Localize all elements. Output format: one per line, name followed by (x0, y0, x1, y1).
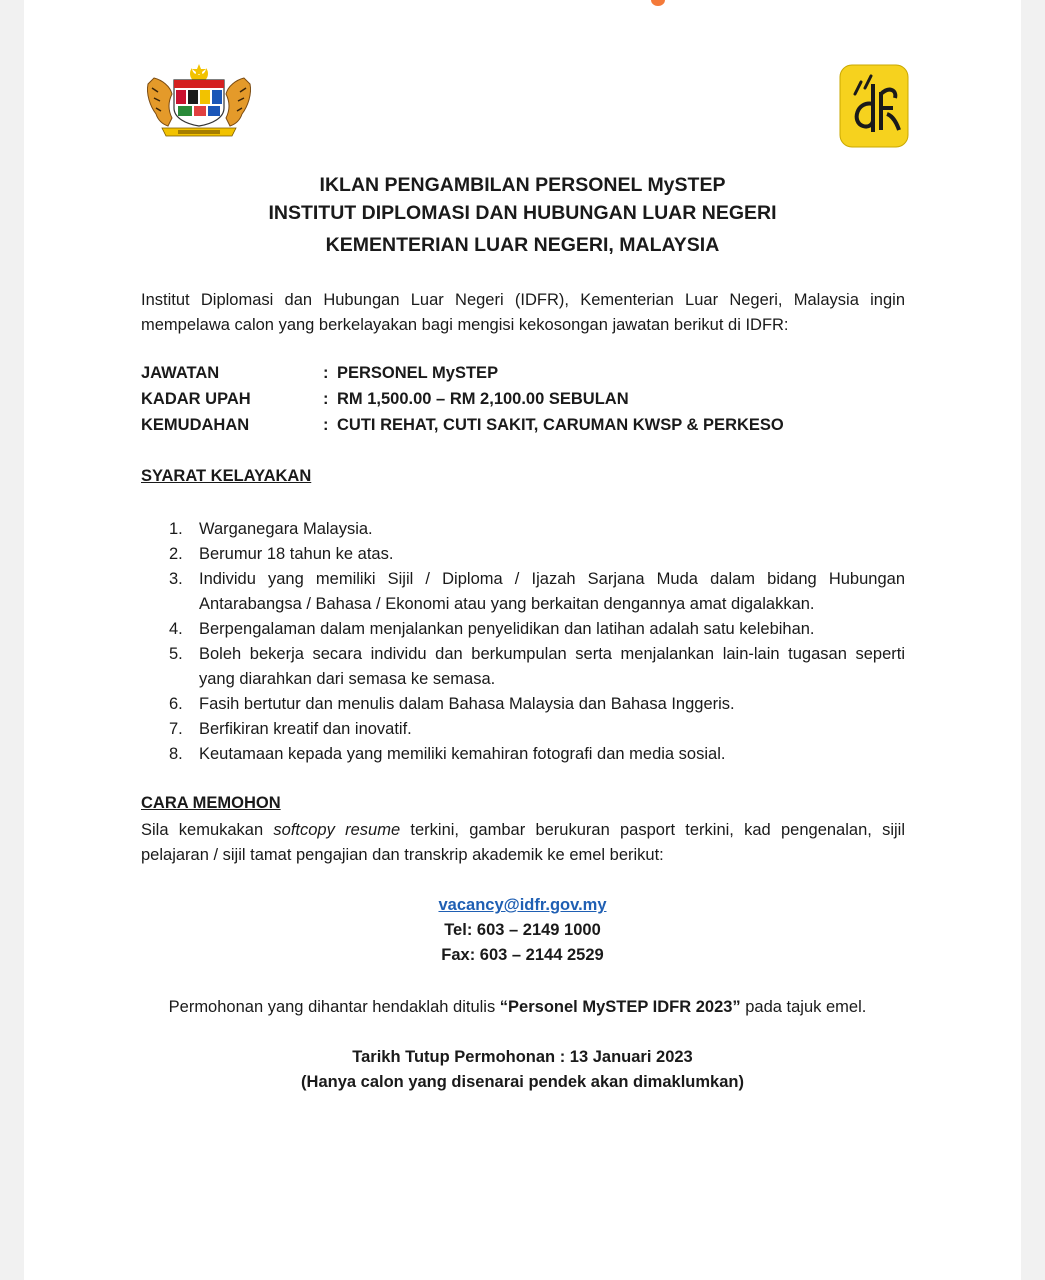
page-indicator-dot (651, 0, 665, 6)
list-number: 8. (169, 745, 183, 763)
intro-paragraph: Institut Diplomasi dan Hubungan Luar Negeri (IDFR), Kementerian Luar Negeri, Malaysia ingin mempelawa calon yang berkelayakan bagi mengisi kekosongan jawatan berikut di IDFR: (141, 291, 905, 334)
requirements-list (141, 517, 905, 767)
fax-number: Fax: 603 – 2144 2529 (441, 946, 604, 964)
list-number: 7. (169, 720, 183, 738)
apply-paragraph (141, 818, 905, 868)
detail-separator: : (323, 416, 329, 434)
note-text-start: Permohonan yang dihantar hendaklah ditulis (168, 998, 500, 1016)
apply-text-start: Sila kemukakan (141, 821, 274, 839)
title-line-1: IKLAN PENGAMBILAN PERSONEL MySTEP (319, 174, 726, 196)
list-text: Berfikiran kreatif dan inovatif. (199, 720, 412, 738)
list-item (141, 517, 905, 542)
list-number: 3. (169, 570, 183, 588)
detail-key: KADAR UPAH (141, 390, 251, 408)
title-line-2: INSTITUT DIPLOMASI DAN HUBUNGAN LUAR NEGERI (268, 202, 777, 224)
apply-text-end: terkini, gambar berukuran pasport terkini, kad pengenalan, sijil pelajaran / sijil tamat pengajian dan transkrip akademik ke emel berikut: (141, 821, 905, 864)
list-text: Warganegara Malaysia. (199, 520, 373, 538)
idfr-logo (839, 64, 909, 148)
list-text: Boleh bekerja secara individu dan berkumpulan serta menjalankan lain-lain tugasan seperti yang diarahkan dari semasa ke semasa. (199, 645, 905, 688)
detail-value: CUTI REHAT, CUTI SAKIT, CARUMAN KWSP & PERKESO (337, 416, 784, 434)
list-text: Fasih bertutur dan menulis dalam Bahasa Malaysia dan Bahasa Inggeris. (199, 695, 735, 713)
list-number: 2. (169, 545, 183, 563)
list-item (141, 567, 905, 617)
detail-value: PERSONEL MySTEP (337, 364, 499, 382)
closing-date: Tarikh Tutup Permohonan : 13 Januari 2023 (352, 1048, 693, 1066)
detail-separator: : (323, 364, 329, 382)
email-subject-note (0, 998, 1035, 1017)
list-item (141, 642, 905, 692)
coat-of-arms-logo (142, 62, 256, 140)
detail-key: JAWATAN (141, 364, 220, 382)
list-item (141, 692, 905, 717)
apply-text-italic: softcopy resume (273, 821, 401, 839)
shortlist-note: (Hanya calon yang disenarai pendek akan dimaklumkan) (301, 1073, 744, 1091)
email-link[interactable]: vacancy@idfr.gov.my (438, 896, 607, 914)
list-item (141, 742, 905, 767)
detail-key: KEMUDAHAN (141, 416, 250, 434)
list-number: 6. (169, 695, 183, 713)
title-line-3: KEMENTERIAN LUAR NEGERI, MALAYSIA (325, 234, 720, 256)
list-item (141, 717, 905, 742)
detail-separator: : (323, 390, 329, 408)
note-subject: “Personel MySTEP IDFR 2023” (499, 998, 741, 1016)
requirements-heading: SYARAT KELAYAKAN (141, 467, 312, 485)
list-text: Berumur 18 tahun ke atas. (199, 545, 394, 563)
list-text: Individu yang memiliki Sijil / Diploma / Ijazah Sarjana Muda dalam bidang Hubungan Antarabangsa / Bahasa / Ekonomi atau yang berkaitan dengannya amat digalakkan. (199, 570, 905, 613)
list-text: Keutamaan kepada yang memiliki kemahiran fotografi dan media sosial. (199, 745, 726, 763)
phone-number: Tel: 603 – 2149 1000 (444, 921, 601, 939)
list-item (141, 617, 905, 642)
apply-heading: CARA MEMOHON (141, 794, 281, 812)
note-text-end: pada tajuk emel. (740, 998, 867, 1016)
list-number: 4. (169, 620, 183, 638)
list-number: 5. (169, 645, 183, 663)
list-text: Berpengalaman dalam menjalankan penyelidikan dan latihan adalah satu kelebihan. (199, 620, 815, 638)
list-item (141, 542, 905, 567)
detail-value: RM 1,500.00 – RM 2,100.00 SEBULAN (337, 390, 629, 408)
list-number: 1. (169, 520, 183, 538)
